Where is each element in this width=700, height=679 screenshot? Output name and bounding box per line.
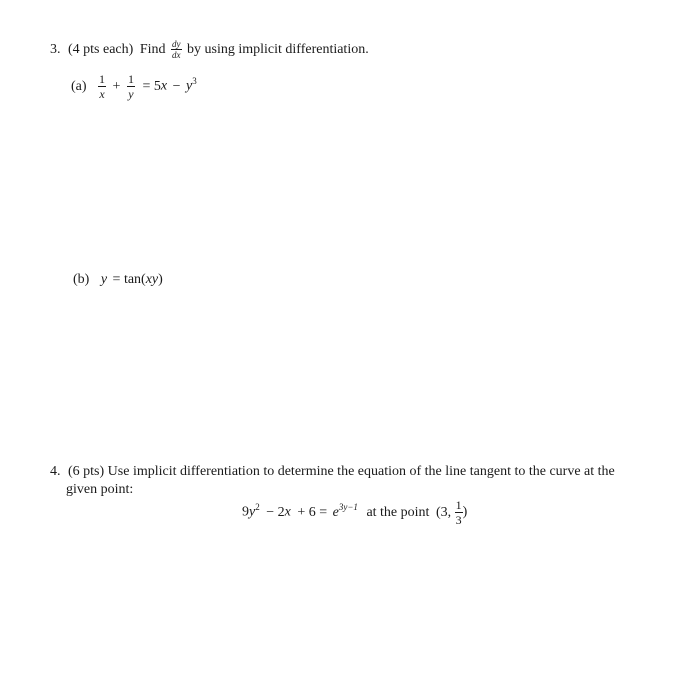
eq-e-exponent: 3y−1: [338, 502, 358, 513]
rhs-x: x: [160, 78, 168, 94]
one-over-y-fraction: [127, 73, 135, 100]
point-denominator: 3: [455, 513, 462, 527]
part-b-label: (b): [73, 272, 90, 287]
q4-instruction-line2: [66, 482, 133, 498]
rhs-minus: −: [172, 78, 181, 94]
q4-instruction-line1: [50, 464, 615, 480]
part-b-arg: xy: [145, 272, 159, 287]
eq-y: y: [249, 504, 256, 520]
q3-part-a: [71, 73, 197, 100]
q4-number: 4.: [50, 464, 61, 479]
eq-x: x: [284, 504, 291, 520]
q4-points: (6 pts): [68, 464, 105, 479]
q3-instruction-tail: by using implicit differentiation.: [187, 42, 369, 58]
frac1-denominator: x: [99, 87, 105, 101]
rhs-y: y: [185, 78, 193, 94]
point-open: (3,: [435, 504, 452, 520]
at-the-point: at the point: [366, 504, 430, 520]
point-close: ): [462, 504, 468, 520]
one-third-fraction: [455, 499, 463, 526]
q4-instruction-text: Use implicit differentiation to determine the equation of the line tangent to the curve at the: [107, 464, 615, 479]
plus-sign: +: [112, 78, 121, 94]
eq-coef: 9: [242, 504, 249, 520]
q3-points: (4 pts each): [68, 42, 134, 58]
part-b-close: ): [158, 272, 163, 287]
q3-number: 3.: [50, 42, 61, 58]
frac1-numerator: 1: [99, 72, 106, 86]
eq-minus: − 2: [266, 504, 285, 520]
q4-equation: [242, 499, 467, 526]
eq-y-exponent: 2: [255, 502, 260, 513]
part-b-lhs: y: [100, 272, 108, 287]
q3-find-word: Find: [139, 42, 166, 58]
q3-heading: [50, 40, 369, 60]
eq-e: e: [332, 504, 339, 520]
dy-numerator: dy: [172, 39, 181, 49]
part-a-label: (a): [71, 78, 87, 94]
dx-denominator: dx: [172, 50, 181, 60]
dy-dx-fraction: [171, 40, 182, 60]
rhs-equals: = 5: [142, 78, 161, 94]
part-b-eq: = tan(: [112, 272, 146, 287]
q3-part-b: [73, 272, 163, 288]
frac2-denominator: y: [128, 87, 134, 101]
point-numerator: 1: [455, 498, 462, 512]
q4-instruction-line2-text: given point:: [66, 482, 134, 497]
one-over-x-fraction: [98, 73, 106, 100]
frac2-numerator: 1: [127, 72, 134, 86]
rhs-exponent: 3: [192, 76, 197, 87]
eq-plus: + 6 =: [297, 504, 328, 520]
